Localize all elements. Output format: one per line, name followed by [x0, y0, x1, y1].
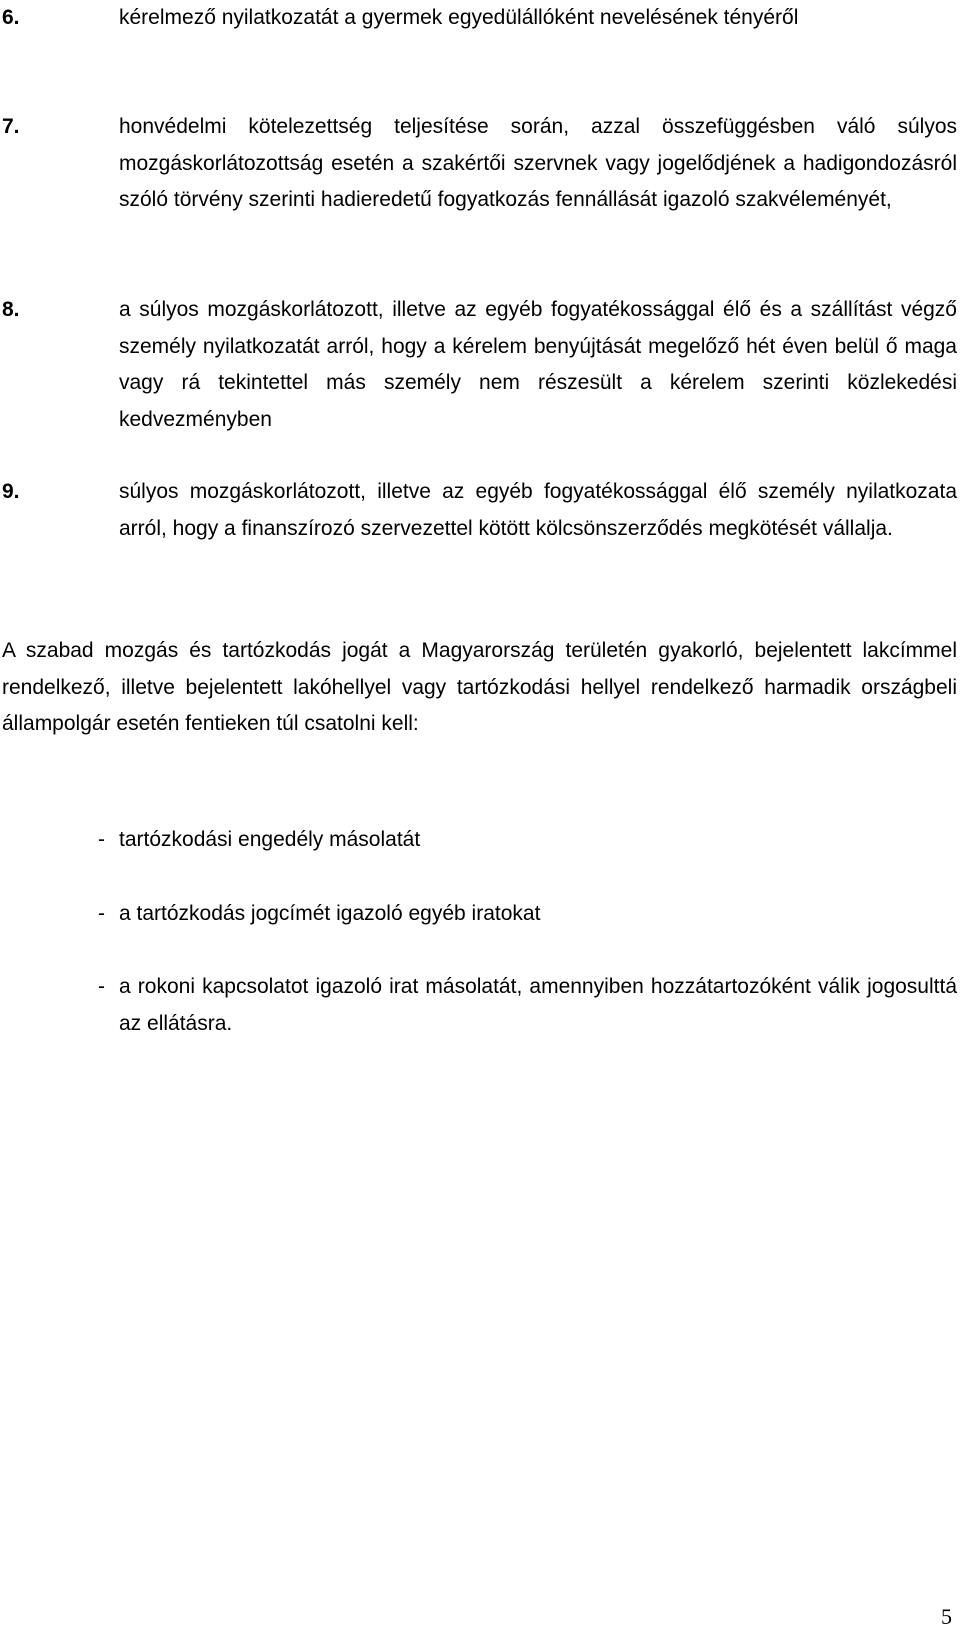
- bullet-text: a tartózkodás jogcímét igazoló egyéb iratokat: [119, 902, 541, 925]
- item-number: 6.: [2, 6, 20, 29]
- requirements-paragraph: A szabad mozgás és tartózkodás jogát a Magyarország területén gyakorló, bejelentett lakcímmel rendelkező, illetve bejelentett lakóhellyel vagy tartózkodási hellyel rendelkező harmadik országbeli állampolgár esetén fentieken túl csatolni kell:: [2, 639, 957, 735]
- bullet-dash: -: [98, 902, 105, 925]
- item-number: 7.: [2, 115, 20, 138]
- item-number: 9.: [2, 480, 20, 503]
- bullet-text: a rokoni kapcsolatot igazoló irat másolatát, amennyiben hozzátartozóként válik jogosulttá az ellátásra.: [119, 975, 957, 1035]
- page-number: 5: [941, 1604, 952, 1629]
- item-text: kérelmező nyilatkozatát a gyermek egyedülállóként nevelésének tényéről: [119, 6, 799, 29]
- item-text: súlyos mozgáskorlátozott, illetve az egyéb fogyatékossággal élő személy nyilatkozata arról, hogy a finanszírozó szervezettel kötött kölcsönszerződés megkötését vállalja.: [119, 480, 957, 540]
- item-text: a súlyos mozgáskorlátozott, illetve az egyéb fogyatékossággal élő és a szállítást végző személy nyilatkozatát arról, hogy a kérelem benyújtását megelőző hét éven belül ő maga vagy rá tekintettel más személy nem részesült a kérelem szerinti közlekedési kedvezményben: [119, 298, 957, 431]
- item-text: honvédelmi kötelezettség teljesítése során, azzal összefüggésben váló súlyos mozgáskorlátozottság esetén a szakértői szervnek vagy jogelődjének a hadigondozásról szóló törvény szerinti hadieredetű fogyatkozás fennállását igazoló szakvéleményét,: [119, 115, 957, 211]
- item-number: 8.: [2, 298, 20, 321]
- bullet-dash: -: [98, 828, 105, 851]
- bullet-dash: -: [98, 975, 105, 998]
- bullet-text: tartózkodási engedély másolatát: [119, 828, 421, 851]
